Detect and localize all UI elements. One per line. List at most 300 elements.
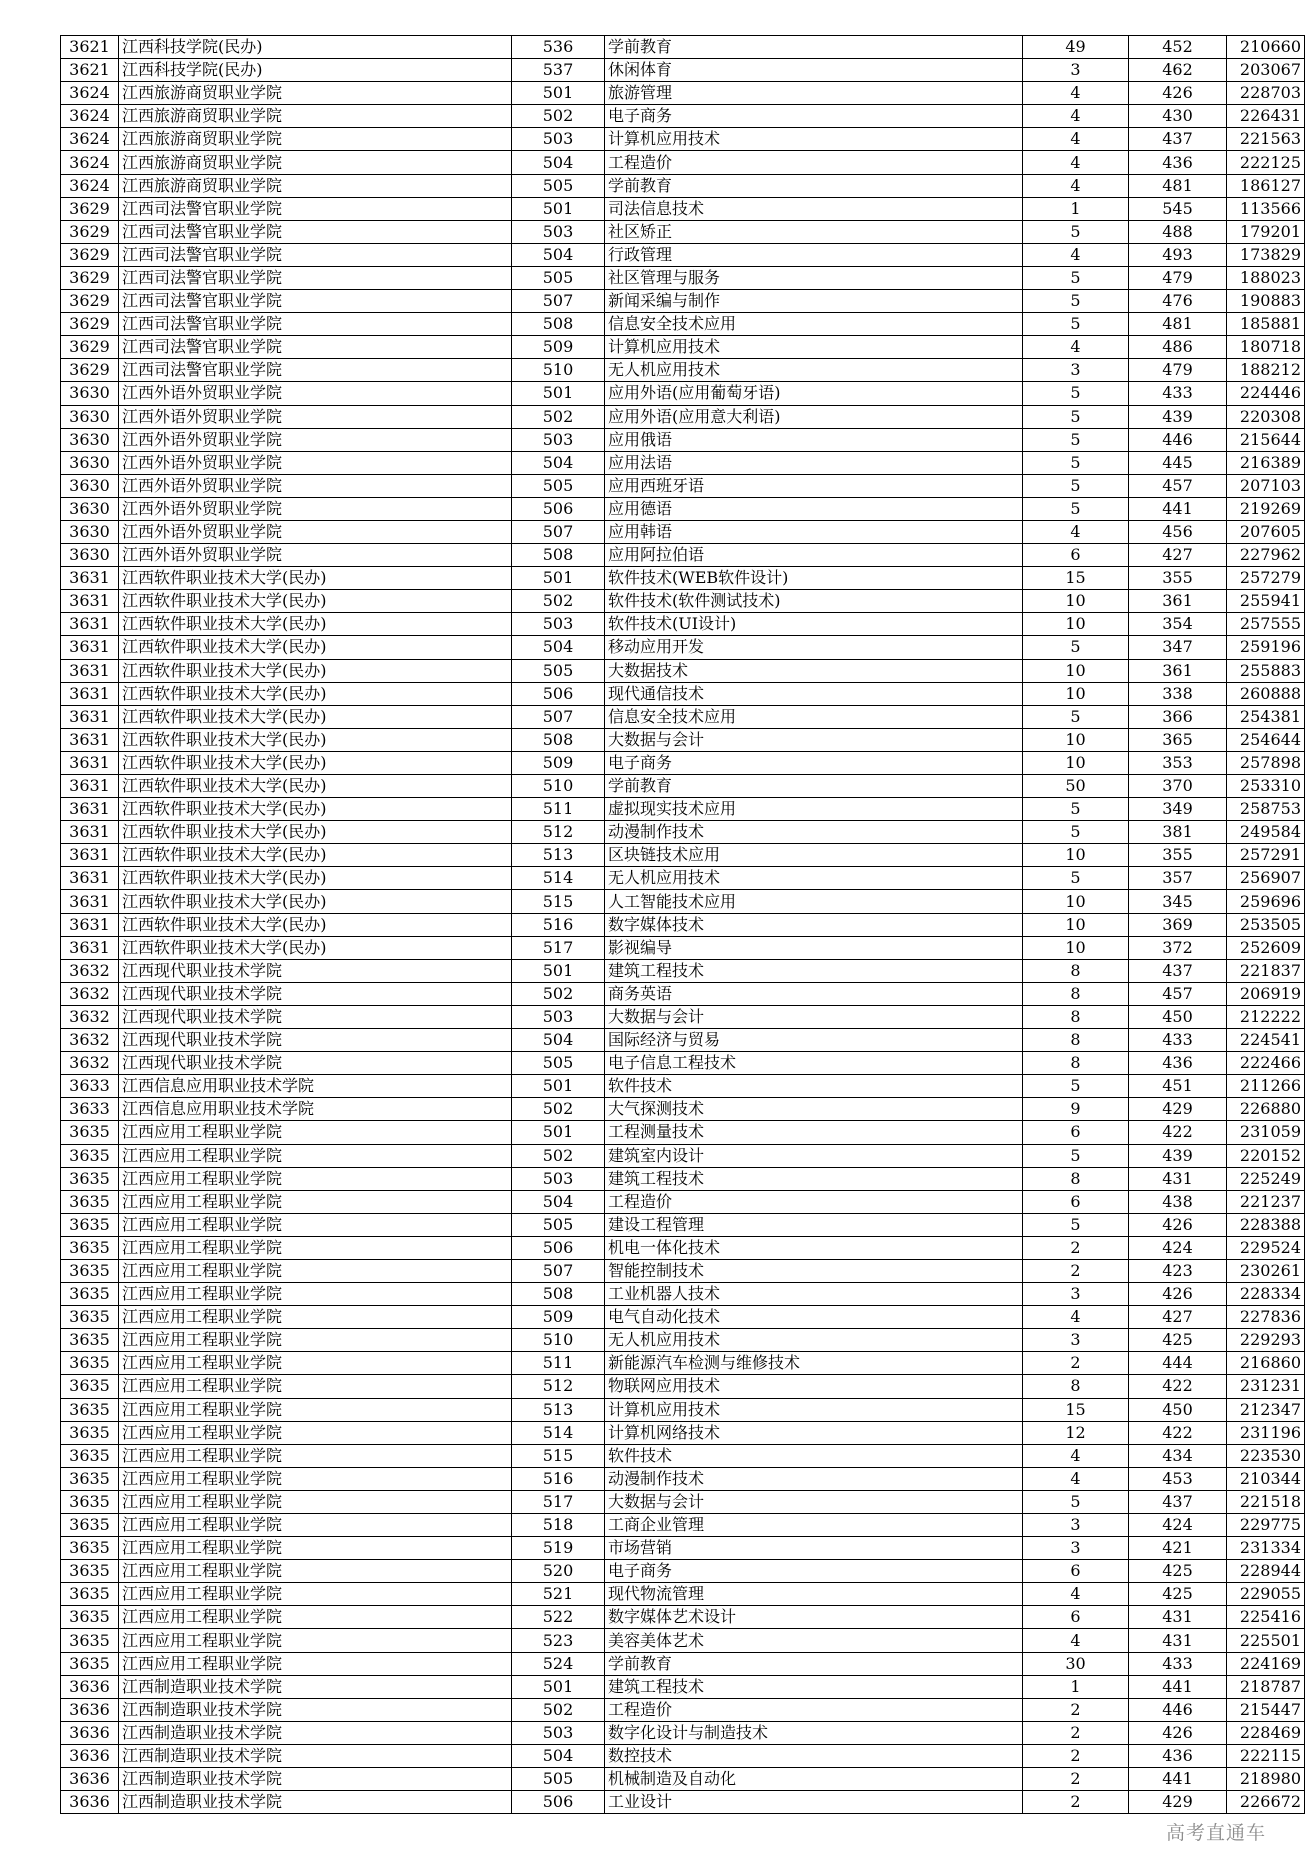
plan-count-cell: 5 (1023, 705, 1129, 728)
table-row (61, 1629, 1305, 1652)
rank-cell: 188023 (1227, 266, 1305, 289)
min-score-cell: 437 (1129, 128, 1227, 151)
major-name-cell: 旅游管理 (605, 82, 1023, 105)
school-code-cell: 3631 (61, 936, 119, 959)
major-name-cell: 人工智能技术应用 (605, 890, 1023, 913)
rank-cell: 224541 (1227, 1029, 1305, 1052)
school-name-cell: 江西司法警官职业学院 (119, 197, 512, 220)
rank-cell: 222115 (1227, 1744, 1305, 1767)
major-code-cell: 516 (512, 1467, 605, 1490)
major-code-cell: 507 (512, 290, 605, 313)
table-row (61, 798, 1305, 821)
major-name-cell: 应用德语 (605, 497, 1023, 520)
plan-count-cell: 4 (1023, 1444, 1129, 1467)
min-score-cell: 370 (1129, 775, 1227, 798)
plan-count-cell: 6 (1023, 544, 1129, 567)
major-code-cell: 514 (512, 1421, 605, 1444)
major-name-cell: 数字媒体艺术设计 (605, 1606, 1023, 1629)
major-name-cell: 软件技术 (605, 1444, 1023, 1467)
major-code-cell: 503 (512, 220, 605, 243)
plan-count-cell: 5 (1023, 798, 1129, 821)
major-code-cell: 520 (512, 1560, 605, 1583)
table-row (61, 36, 1305, 59)
min-score-cell: 422 (1129, 1375, 1227, 1398)
table-row (61, 497, 1305, 520)
school-code-cell: 3635 (61, 1352, 119, 1375)
min-score-cell: 366 (1129, 705, 1227, 728)
rank-cell: 225501 (1227, 1629, 1305, 1652)
rank-cell: 231059 (1227, 1121, 1305, 1144)
rank-cell: 210344 (1227, 1467, 1305, 1490)
major-name-cell: 新闻采编与制作 (605, 290, 1023, 313)
major-name-cell: 大气探测技术 (605, 1098, 1023, 1121)
min-score-cell: 431 (1129, 1606, 1227, 1629)
min-score-cell: 436 (1129, 151, 1227, 174)
plan-count-cell: 5 (1023, 405, 1129, 428)
major-code-cell: 517 (512, 1490, 605, 1513)
min-score-cell: 479 (1129, 359, 1227, 382)
plan-count-cell: 2 (1023, 1698, 1129, 1721)
table-row (61, 613, 1305, 636)
major-name-cell: 应用阿拉伯语 (605, 544, 1023, 567)
table-row (61, 1721, 1305, 1744)
school-code-cell: 3629 (61, 313, 119, 336)
table-row (61, 1306, 1305, 1329)
plan-count-cell: 8 (1023, 959, 1129, 982)
major-code-cell: 504 (512, 1190, 605, 1213)
rank-cell: 254381 (1227, 705, 1305, 728)
school-code-cell: 3630 (61, 451, 119, 474)
rank-cell: 231231 (1227, 1375, 1305, 1398)
rank-cell: 253310 (1227, 775, 1305, 798)
table-row (61, 1190, 1305, 1213)
table-row (61, 336, 1305, 359)
table-row (61, 405, 1305, 428)
table-row (61, 775, 1305, 798)
rank-cell: 186127 (1227, 174, 1305, 197)
min-score-cell: 433 (1129, 382, 1227, 405)
min-score-cell: 437 (1129, 959, 1227, 982)
plan-count-cell: 8 (1023, 1375, 1129, 1398)
major-name-cell: 电气自动化技术 (605, 1306, 1023, 1329)
min-score-cell: 424 (1129, 1514, 1227, 1537)
major-code-cell: 504 (512, 1029, 605, 1052)
min-score-cell: 439 (1129, 405, 1227, 428)
plan-count-cell: 5 (1023, 1213, 1129, 1236)
school-name-cell: 江西外语外贸职业学院 (119, 474, 512, 497)
rank-cell: 212347 (1227, 1398, 1305, 1421)
school-name-cell: 江西应用工程职业学院 (119, 1306, 512, 1329)
school-code-cell: 3635 (61, 1606, 119, 1629)
major-name-cell: 应用俄语 (605, 428, 1023, 451)
plan-count-cell: 8 (1023, 1052, 1129, 1075)
school-code-cell: 3629 (61, 336, 119, 359)
table-row (61, 82, 1305, 105)
rank-cell: 252609 (1227, 936, 1305, 959)
school-code-cell: 3635 (61, 1283, 119, 1306)
major-name-cell: 计算机应用技术 (605, 336, 1023, 359)
school-name-cell: 江西科技学院(民办) (119, 59, 512, 82)
school-name-cell: 江西应用工程职业学院 (119, 1329, 512, 1352)
table-row (61, 1652, 1305, 1675)
school-name-cell: 江西软件职业技术大学(民办) (119, 890, 512, 913)
school-code-cell: 3631 (61, 798, 119, 821)
rank-cell: 258753 (1227, 798, 1305, 821)
min-score-cell: 545 (1129, 197, 1227, 220)
table-row (61, 1768, 1305, 1791)
plan-count-cell: 3 (1023, 1283, 1129, 1306)
school-code-cell: 3631 (61, 844, 119, 867)
min-score-cell: 451 (1129, 1075, 1227, 1098)
school-code-cell: 3629 (61, 266, 119, 289)
major-code-cell: 510 (512, 1329, 605, 1352)
plan-count-cell: 5 (1023, 1075, 1129, 1098)
major-code-cell: 513 (512, 844, 605, 867)
table-row (61, 936, 1305, 959)
plan-count-cell: 6 (1023, 1190, 1129, 1213)
school-code-cell: 3624 (61, 151, 119, 174)
major-name-cell: 数字媒体技术 (605, 913, 1023, 936)
school-code-cell: 3630 (61, 474, 119, 497)
major-code-cell: 503 (512, 1721, 605, 1744)
major-name-cell: 社区管理与服务 (605, 266, 1023, 289)
plan-count-cell: 10 (1023, 936, 1129, 959)
school-name-cell: 江西软件职业技术大学(民办) (119, 913, 512, 936)
table-row (61, 1167, 1305, 1190)
min-score-cell: 427 (1129, 544, 1227, 567)
table-row (61, 1675, 1305, 1698)
major-name-cell: 动漫制作技术 (605, 1467, 1023, 1490)
major-name-cell: 工程造价 (605, 1190, 1023, 1213)
school-name-cell: 江西旅游商贸职业学院 (119, 151, 512, 174)
school-code-cell: 3631 (61, 590, 119, 613)
min-score-cell: 441 (1129, 1675, 1227, 1698)
rank-cell: 216860 (1227, 1352, 1305, 1375)
plan-count-cell: 49 (1023, 36, 1129, 59)
min-score-cell: 361 (1129, 590, 1227, 613)
major-code-cell: 507 (512, 705, 605, 728)
major-name-cell: 美容美体艺术 (605, 1629, 1023, 1652)
plan-count-cell: 4 (1023, 82, 1129, 105)
plan-count-cell: 5 (1023, 382, 1129, 405)
school-name-cell: 江西软件职业技术大学(民办) (119, 705, 512, 728)
school-name-cell: 江西应用工程职业学院 (119, 1283, 512, 1306)
school-name-cell: 江西司法警官职业学院 (119, 243, 512, 266)
major-code-cell: 510 (512, 359, 605, 382)
school-code-cell: 3635 (61, 1121, 119, 1144)
rank-cell: 207605 (1227, 520, 1305, 543)
major-code-cell: 504 (512, 451, 605, 474)
major-code-cell: 501 (512, 959, 605, 982)
plan-count-cell: 5 (1023, 220, 1129, 243)
plan-count-cell: 30 (1023, 1652, 1129, 1675)
min-score-cell: 436 (1129, 1052, 1227, 1075)
rank-cell: 255883 (1227, 659, 1305, 682)
school-code-cell: 3629 (61, 243, 119, 266)
major-code-cell: 518 (512, 1514, 605, 1537)
table-row (61, 520, 1305, 543)
major-code-cell: 505 (512, 174, 605, 197)
rank-cell: 224446 (1227, 382, 1305, 405)
major-name-cell: 机电一体化技术 (605, 1236, 1023, 1259)
school-name-cell: 江西外语外贸职业学院 (119, 428, 512, 451)
major-code-cell: 511 (512, 1352, 605, 1375)
plan-count-cell: 4 (1023, 243, 1129, 266)
min-score-cell: 436 (1129, 1744, 1227, 1767)
rank-cell: 260888 (1227, 682, 1305, 705)
plan-count-cell: 2 (1023, 1236, 1129, 1259)
major-code-cell: 503 (512, 428, 605, 451)
min-score-cell: 486 (1129, 336, 1227, 359)
school-name-cell: 江西应用工程职业学院 (119, 1144, 512, 1167)
school-code-cell: 3636 (61, 1721, 119, 1744)
table-row (61, 659, 1305, 682)
school-code-cell: 3629 (61, 290, 119, 313)
table-row (61, 1029, 1305, 1052)
table-row (61, 1514, 1305, 1537)
school-name-cell: 江西司法警官职业学院 (119, 336, 512, 359)
rank-cell: 257898 (1227, 751, 1305, 774)
major-code-cell: 506 (512, 497, 605, 520)
school-code-cell: 3624 (61, 105, 119, 128)
table-row (61, 1121, 1305, 1144)
plan-count-cell: 6 (1023, 1606, 1129, 1629)
major-name-cell: 学前教育 (605, 174, 1023, 197)
table-row (61, 474, 1305, 497)
rank-cell: 221837 (1227, 959, 1305, 982)
major-code-cell: 502 (512, 105, 605, 128)
major-code-cell: 501 (512, 1075, 605, 1098)
major-code-cell: 517 (512, 936, 605, 959)
major-code-cell: 505 (512, 474, 605, 497)
school-name-cell: 江西软件职业技术大学(民办) (119, 798, 512, 821)
school-code-cell: 3633 (61, 1098, 119, 1121)
plan-count-cell: 10 (1023, 890, 1129, 913)
major-name-cell: 软件技术(软件测试技术) (605, 590, 1023, 613)
plan-count-cell: 5 (1023, 266, 1129, 289)
school-name-cell: 江西现代职业技术学院 (119, 959, 512, 982)
school-name-cell: 江西制造职业技术学院 (119, 1768, 512, 1791)
rank-cell: 229293 (1227, 1329, 1305, 1352)
table-row (61, 1606, 1305, 1629)
plan-count-cell: 5 (1023, 451, 1129, 474)
major-name-cell: 大数据技术 (605, 659, 1023, 682)
school-code-cell: 3631 (61, 659, 119, 682)
min-score-cell: 349 (1129, 798, 1227, 821)
admission-score-table (60, 35, 1305, 1814)
rank-cell: 173829 (1227, 243, 1305, 266)
school-name-cell: 江西制造职业技术学院 (119, 1791, 512, 1814)
min-score-cell: 438 (1129, 1190, 1227, 1213)
min-score-cell: 426 (1129, 1283, 1227, 1306)
school-name-cell: 江西外语外贸职业学院 (119, 497, 512, 520)
major-name-cell: 建设工程管理 (605, 1213, 1023, 1236)
major-name-cell: 移动应用开发 (605, 636, 1023, 659)
plan-count-cell: 2 (1023, 1352, 1129, 1375)
major-code-cell: 509 (512, 1306, 605, 1329)
major-name-cell: 区块链技术应用 (605, 844, 1023, 867)
major-code-cell: 504 (512, 151, 605, 174)
school-code-cell: 3629 (61, 359, 119, 382)
min-score-cell: 431 (1129, 1167, 1227, 1190)
major-name-cell: 数控技术 (605, 1744, 1023, 1767)
rank-cell: 219269 (1227, 497, 1305, 520)
min-score-cell: 425 (1129, 1329, 1227, 1352)
min-score-cell: 450 (1129, 1005, 1227, 1028)
major-name-cell: 司法信息技术 (605, 197, 1023, 220)
rank-cell: 257555 (1227, 613, 1305, 636)
school-name-cell: 江西应用工程职业学院 (119, 1514, 512, 1537)
table-row (61, 959, 1305, 982)
min-score-cell: 345 (1129, 890, 1227, 913)
table-row (61, 1560, 1305, 1583)
rank-cell: 249584 (1227, 821, 1305, 844)
plan-count-cell: 10 (1023, 844, 1129, 867)
school-code-cell: 3635 (61, 1259, 119, 1282)
major-code-cell: 507 (512, 520, 605, 543)
min-score-cell: 433 (1129, 1029, 1227, 1052)
rank-cell: 190883 (1227, 290, 1305, 313)
plan-count-cell: 3 (1023, 1537, 1129, 1560)
major-name-cell: 建筑工程技术 (605, 959, 1023, 982)
rank-cell: 207103 (1227, 474, 1305, 497)
rank-cell: 228334 (1227, 1283, 1305, 1306)
rank-cell: 228469 (1227, 1721, 1305, 1744)
school-name-cell: 江西应用工程职业学院 (119, 1444, 512, 1467)
rank-cell: 225416 (1227, 1606, 1305, 1629)
min-score-cell: 430 (1129, 105, 1227, 128)
major-name-cell: 休闲体育 (605, 59, 1023, 82)
rank-cell: 210660 (1227, 36, 1305, 59)
school-code-cell: 3630 (61, 382, 119, 405)
plan-count-cell: 5 (1023, 428, 1129, 451)
school-name-cell: 江西外语外贸职业学院 (119, 405, 512, 428)
school-name-cell: 江西应用工程职业学院 (119, 1375, 512, 1398)
rank-cell: 224169 (1227, 1652, 1305, 1675)
rank-cell: 221563 (1227, 128, 1305, 151)
school-code-cell: 3635 (61, 1375, 119, 1398)
school-name-cell: 江西应用工程职业学院 (119, 1467, 512, 1490)
school-name-cell: 江西旅游商贸职业学院 (119, 82, 512, 105)
major-name-cell: 应用外语(应用葡萄牙语) (605, 382, 1023, 405)
school-code-cell: 3624 (61, 128, 119, 151)
major-code-cell: 502 (512, 405, 605, 428)
rank-cell: 188212 (1227, 359, 1305, 382)
table-row (61, 1236, 1305, 1259)
rank-cell: 231196 (1227, 1421, 1305, 1444)
rank-cell: 226672 (1227, 1791, 1305, 1814)
school-code-cell: 3631 (61, 867, 119, 890)
major-name-cell: 应用法语 (605, 451, 1023, 474)
major-code-cell: 501 (512, 82, 605, 105)
min-score-cell: 439 (1129, 1144, 1227, 1167)
table-row (61, 105, 1305, 128)
rank-cell: 218980 (1227, 1768, 1305, 1791)
min-score-cell: 355 (1129, 844, 1227, 867)
min-score-cell: 433 (1129, 1652, 1227, 1675)
school-code-cell: 3636 (61, 1768, 119, 1791)
school-name-cell: 江西司法警官职业学院 (119, 220, 512, 243)
table-row (61, 636, 1305, 659)
major-code-cell: 501 (512, 197, 605, 220)
min-score-cell: 450 (1129, 1398, 1227, 1421)
min-score-cell: 361 (1129, 659, 1227, 682)
major-name-cell: 市场营销 (605, 1537, 1023, 1560)
table-row (61, 567, 1305, 590)
table-row (61, 890, 1305, 913)
table-row (61, 1259, 1305, 1282)
rank-cell: 212222 (1227, 1005, 1305, 1028)
table-row (61, 1490, 1305, 1513)
plan-count-cell: 3 (1023, 1514, 1129, 1537)
school-name-cell: 江西软件职业技术大学(民办) (119, 567, 512, 590)
school-name-cell: 江西外语外贸职业学院 (119, 544, 512, 567)
plan-count-cell: 2 (1023, 1259, 1129, 1282)
school-name-cell: 江西软件职业技术大学(民办) (119, 867, 512, 890)
rank-cell: 216389 (1227, 451, 1305, 474)
min-score-cell: 493 (1129, 243, 1227, 266)
rank-cell: 259196 (1227, 636, 1305, 659)
table-row (61, 1444, 1305, 1467)
plan-count-cell: 4 (1023, 1629, 1129, 1652)
school-name-cell: 江西应用工程职业学院 (119, 1213, 512, 1236)
major-name-cell: 计算机网络技术 (605, 1421, 1023, 1444)
table-body (61, 36, 1305, 1814)
rank-cell: 215447 (1227, 1698, 1305, 1721)
min-score-cell: 353 (1129, 751, 1227, 774)
school-code-cell: 3629 (61, 220, 119, 243)
school-name-cell: 江西应用工程职业学院 (119, 1352, 512, 1375)
major-name-cell: 工业设计 (605, 1791, 1023, 1814)
major-code-cell: 506 (512, 1791, 605, 1814)
rank-cell: 226880 (1227, 1098, 1305, 1121)
min-score-cell: 381 (1129, 821, 1227, 844)
major-name-cell: 无人机应用技术 (605, 1329, 1023, 1352)
major-name-cell: 电子商务 (605, 1560, 1023, 1583)
table-row (61, 1213, 1305, 1236)
school-name-cell: 江西应用工程职业学院 (119, 1629, 512, 1652)
major-code-cell: 522 (512, 1606, 605, 1629)
min-score-cell: 422 (1129, 1121, 1227, 1144)
school-name-cell: 江西软件职业技术大学(民办) (119, 821, 512, 844)
rank-cell: 222125 (1227, 151, 1305, 174)
school-code-cell: 3631 (61, 913, 119, 936)
plan-count-cell: 5 (1023, 1490, 1129, 1513)
min-score-cell: 441 (1129, 497, 1227, 520)
major-code-cell: 508 (512, 1283, 605, 1306)
major-code-cell: 505 (512, 1768, 605, 1791)
school-name-cell: 江西旅游商贸职业学院 (119, 105, 512, 128)
school-code-cell: 3631 (61, 682, 119, 705)
major-name-cell: 电子商务 (605, 751, 1023, 774)
major-code-cell: 507 (512, 1259, 605, 1282)
plan-count-cell: 4 (1023, 1467, 1129, 1490)
rank-cell: 255941 (1227, 590, 1305, 613)
major-name-cell: 信息安全技术应用 (605, 705, 1023, 728)
plan-count-cell: 15 (1023, 1398, 1129, 1421)
min-score-cell: 425 (1129, 1583, 1227, 1606)
plan-count-cell: 8 (1023, 1005, 1129, 1028)
school-name-cell: 江西应用工程职业学院 (119, 1167, 512, 1190)
rank-cell: 203067 (1227, 59, 1305, 82)
school-name-cell: 江西现代职业技术学院 (119, 982, 512, 1005)
major-name-cell: 智能控制技术 (605, 1259, 1023, 1282)
school-name-cell: 江西制造职业技术学院 (119, 1698, 512, 1721)
school-code-cell: 3635 (61, 1652, 119, 1675)
rank-cell: 220308 (1227, 405, 1305, 428)
min-score-cell: 457 (1129, 474, 1227, 497)
min-score-cell: 426 (1129, 82, 1227, 105)
